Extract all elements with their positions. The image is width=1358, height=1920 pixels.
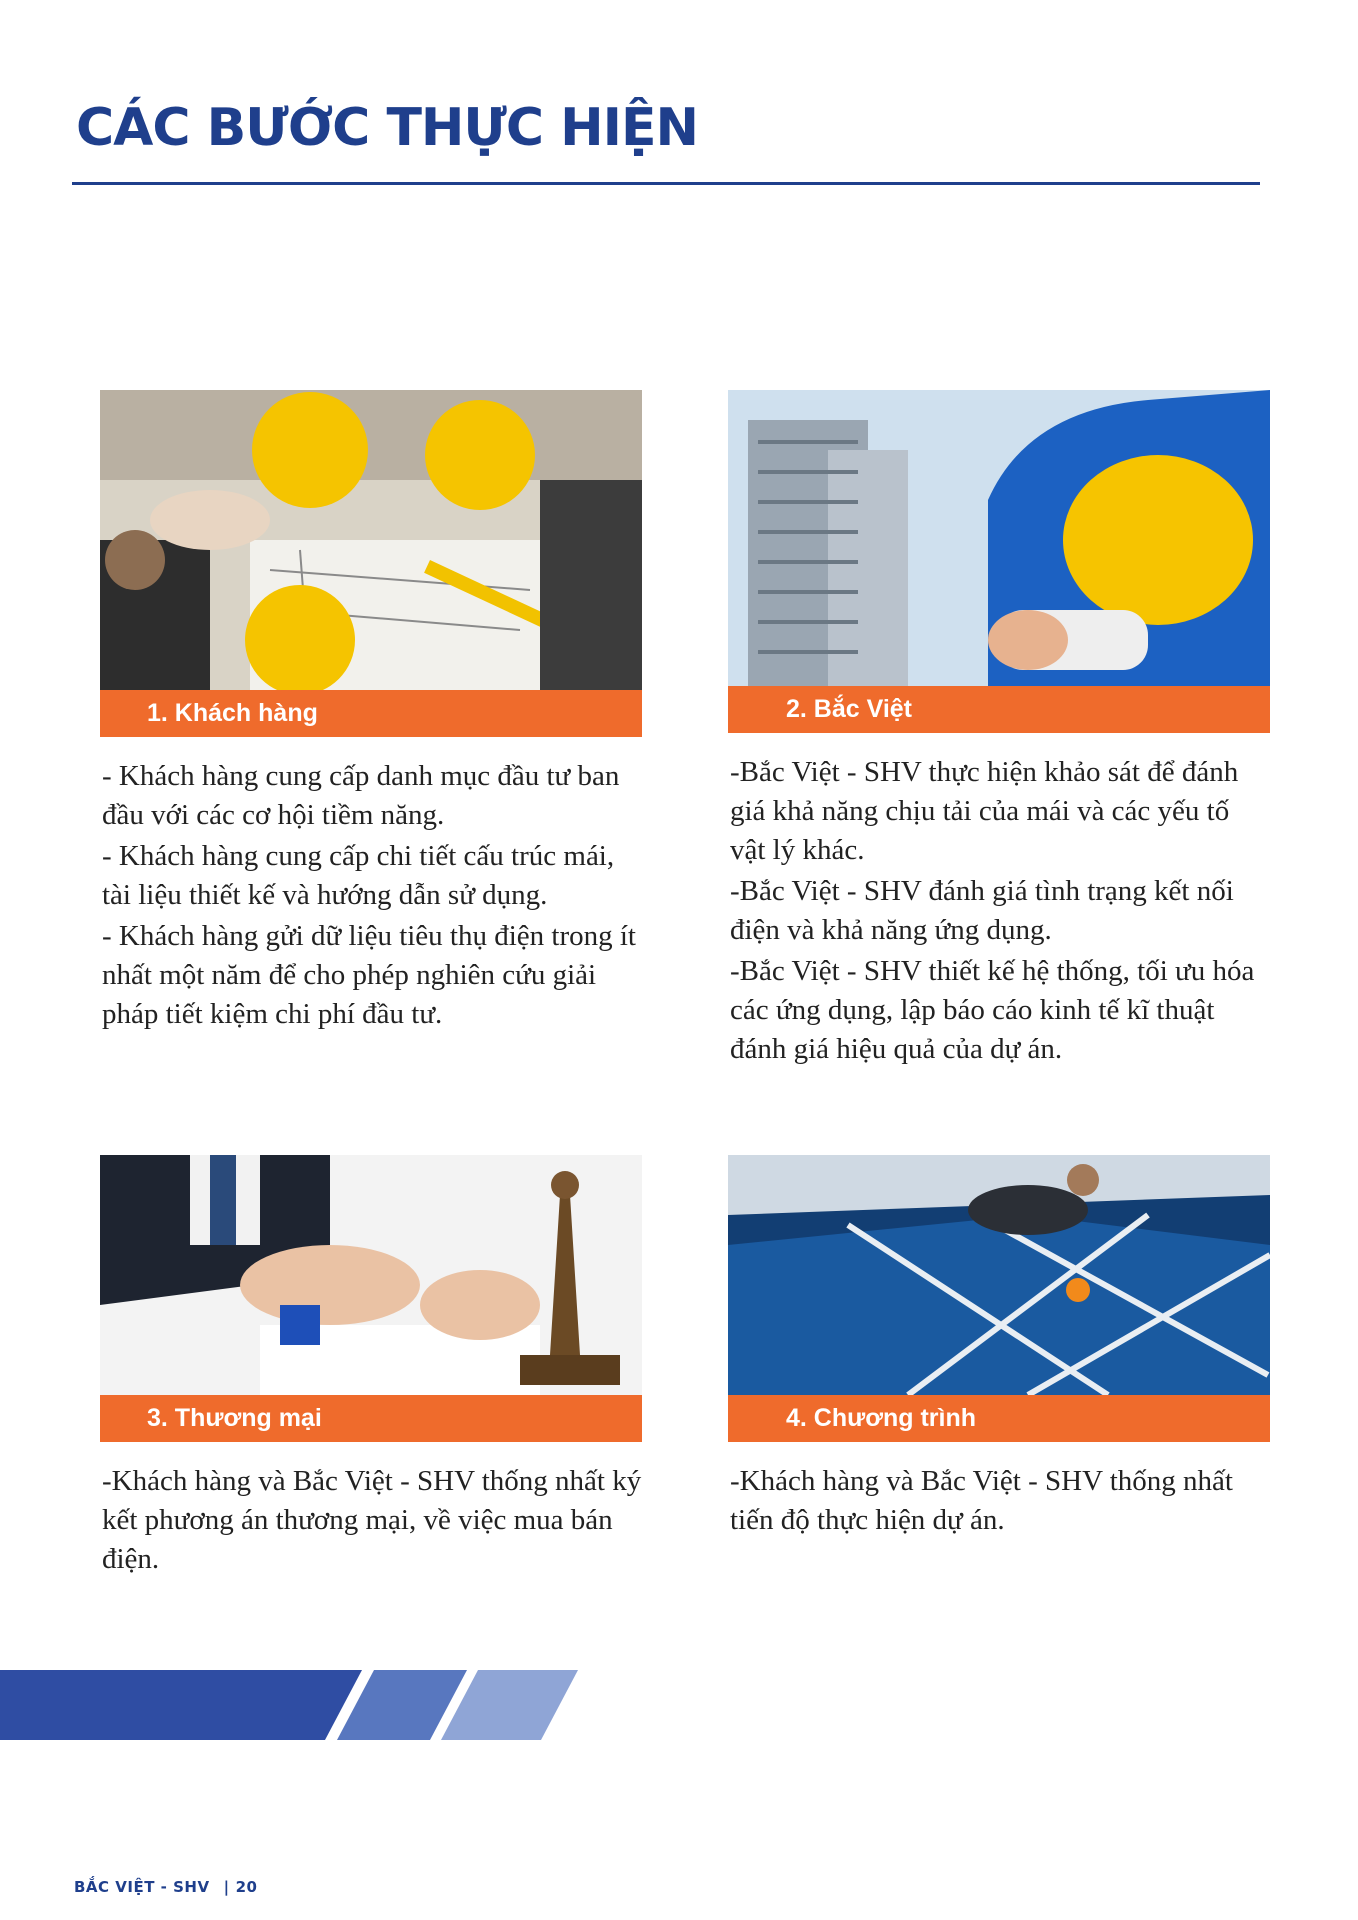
- step-label: 2. Bắc Việt: [786, 695, 913, 723]
- step-label: 3. Thương mại: [147, 1404, 322, 1432]
- page-number: 20: [235, 1878, 258, 1896]
- step-description: [100, 757, 642, 1034]
- photo-signing-contract: [100, 1155, 642, 1395]
- description-paragraph: - Khách hàng cung cấp danh mục đầu tư ban đầu với các cơ hội tiềm năng.: [102, 760, 620, 831]
- step-label-banner: [728, 1395, 1270, 1442]
- page-footer: [74, 1878, 257, 1896]
- step-card-commercial: [100, 1155, 642, 1581]
- step-card-bac-viet: [728, 390, 1270, 1071]
- footer-brand: BẮC VIỆT - SHV: [74, 1878, 210, 1896]
- description-paragraph: - Khách hàng cung cấp chi tiết cấu trúc mái, tài liệu thiết kế và hướng dẫn sử dụng.: [102, 840, 615, 911]
- decorative-stripes: [0, 1670, 580, 1740]
- step-label: 1. Khách hàng: [147, 699, 318, 727]
- step-label-banner: [728, 686, 1270, 733]
- step-label-banner: [100, 1395, 642, 1442]
- description-paragraph: -Bắc Việt - SHV thiết kế hệ thống, tối ưu hóa các ứng dụng, lập báo cáo kinh tế kĩ thuật đánh giá hiệu quả của dự án.: [730, 955, 1255, 1065]
- title-divider: [72, 182, 1260, 185]
- page-title: CÁC BƯỚC THỰC HIỆN: [76, 98, 699, 158]
- step-label: 4. Chương trình: [786, 1404, 977, 1432]
- step-card-program: [728, 1155, 1270, 1542]
- step-description: [100, 1462, 642, 1579]
- description-paragraph: - Khách hàng gửi dữ liệu tiêu thụ điện trong ít nhất một năm để cho phép nghiên cứu giải pháp tiết kiệm chi phí đầu tư.: [102, 920, 636, 1030]
- photo-worker-building: [728, 390, 1270, 686]
- step-description: [728, 753, 1270, 1069]
- description-paragraph: -Bắc Việt - SHV đánh giá tình trạng kết nối điện và khả năng ứng dụng.: [730, 875, 1234, 946]
- step-label-banner: [100, 690, 642, 737]
- step-description: [728, 1462, 1270, 1540]
- description-paragraph: -Bắc Việt - SHV thực hiện khảo sát để đánh giá khả năng chịu tải của mái và các yếu tố vật lý khác.: [730, 756, 1239, 866]
- photo-engineers-planning: [100, 390, 642, 690]
- photo-solar-panels: [728, 1155, 1270, 1395]
- description-paragraph: -Khách hàng và Bắc Việt - SHV thống nhất ký kết phương án thương mại, về việc mua bán điện.: [102, 1465, 642, 1575]
- description-paragraph: -Khách hàng và Bắc Việt - SHV thống nhất tiến độ thực hiện dự án.: [730, 1465, 1233, 1536]
- step-card-customer: [100, 390, 642, 1036]
- footer-separator: |: [223, 1878, 230, 1896]
